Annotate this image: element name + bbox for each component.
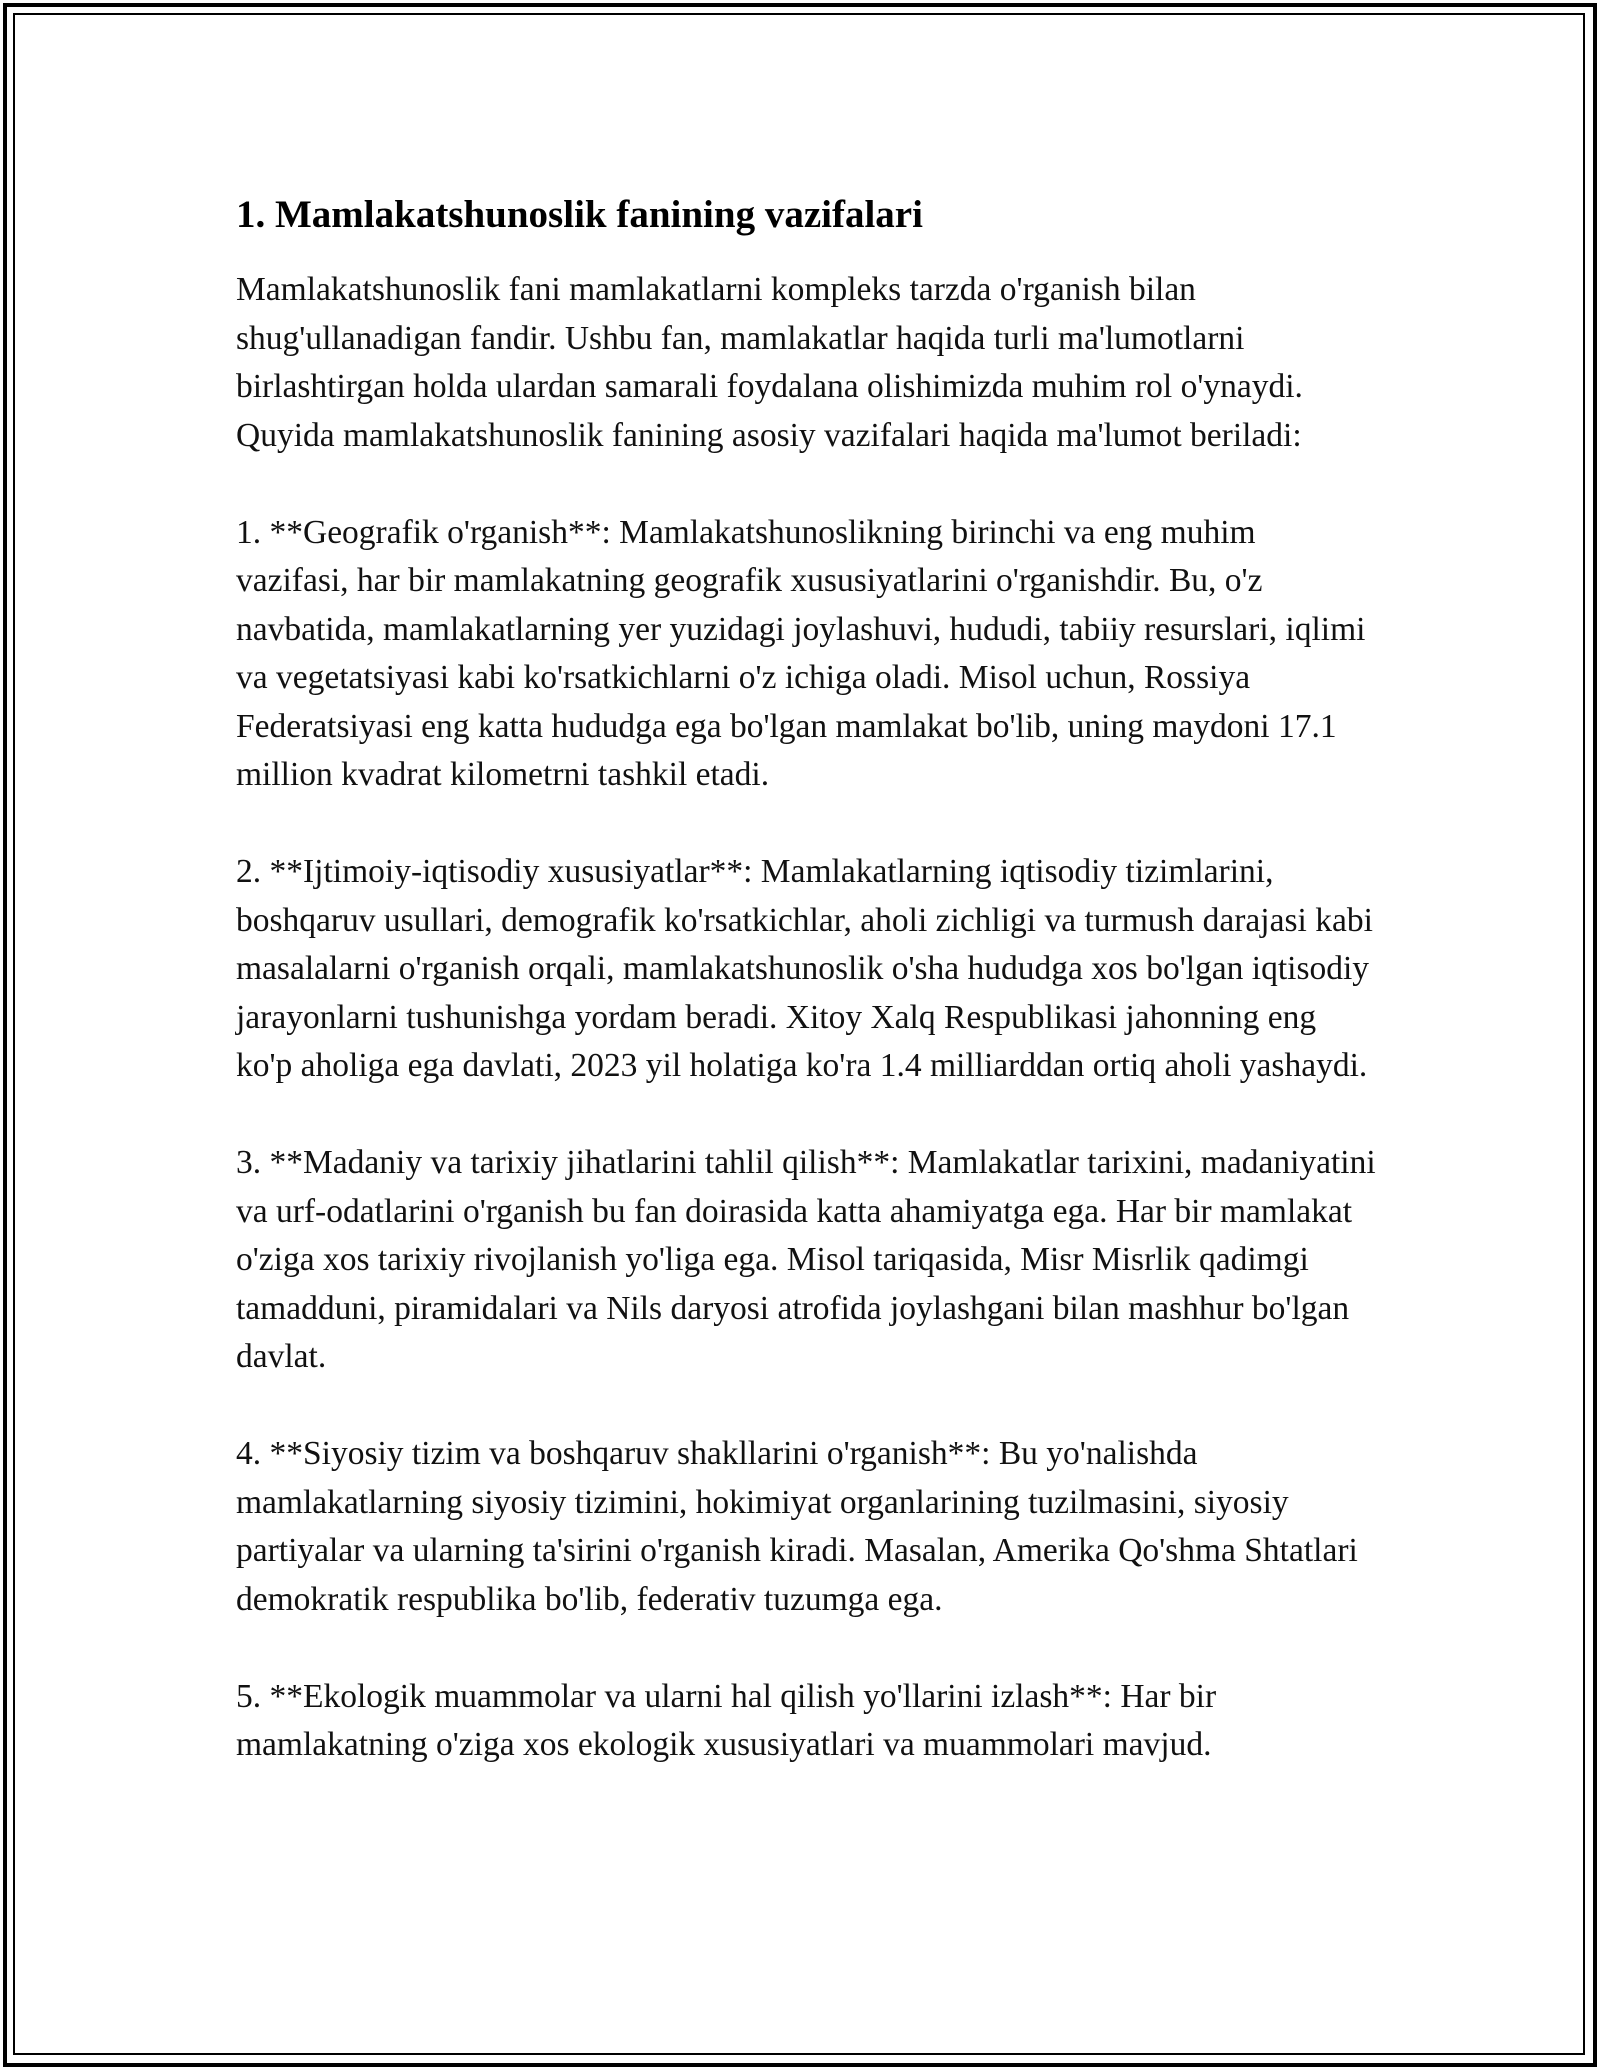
document-body <box>236 186 1376 1770</box>
list-item-cultural-historical: 3. **Madaniy va tarixiy jihatlarini tahlil qilish**: Mamlakatlar tarixini, madaniyatini va urf-odatlarini o'rganish bu fan doirasida katta ahamiyatga ega. Har bir mamlakat o'ziga xos tarixiy rivojlanish yo'liga ega. Misol tariqasida, Misr Misrlik qadimgi tamadduni, piramidalari va Nils daryosi atrofida joylashgani bilan mashhur bo'lgan davlat. <box>236 1144 1376 1375</box>
list-item-political-system: 4. **Siyosiy tizim va boshqaruv shakllarini o'rganish**: Bu yo'nalishda mamlakatlarning siyosiy tizimini, hokimiyat organlarining tuzilmasini, siyosiy partiyalar va ularning ta'sirini o'rganish kiradi. Masalan, Amerika Qo'shma Shtatlari demokratik respublika bo'lib, federativ tuzumga ega. <box>236 1435 1358 1618</box>
paragraph-spacer <box>236 1382 1376 1431</box>
list-item-geography: 1. **Geografik o'rganish**: Mamlakatshunoslikning birinchi va eng muhim vazifasi, har bir mamlakatning geografik xususiyatlarini o'rganishdir. Bu, o'z navbatida, mamlakatlarning yer yuzidagi joylashuvi, hududi, tabiiy resurslari, iqlimi va vegetatsiyasi kabi ko'rsatkichlarni o'z ichiga oladi. Misol uchun, Rossiya Federatsiyasi eng katta hududga ega bo'lgan mamlakat bo'lib, uning maydoni 17.1 million kvadrat kilometrni tashkil etadi. <box>236 513 1366 793</box>
paragraph-spacer <box>236 800 1376 849</box>
paragraph-spacer <box>236 1091 1376 1140</box>
paragraph-spacer <box>236 1624 1376 1673</box>
section-heading: 1. Mamlakatshunoslik fanining vazifalari <box>236 193 923 236</box>
list-item-ecological: 5. **Ekologik muammolar va ularni hal qilish yo'llarini izlash**: Har bir mamlakatning o'ziga xos ekologik xususiyatlari va muammolari mavjud. <box>236 1677 1217 1763</box>
paragraph-spacer <box>236 460 1376 509</box>
list-item-socioeconomic: 2. **Ijtimoiy-iqtisodiy xususiyatlar**: Mamlakatlarning iqtisodiy tizimlarini, boshqaruv usullari, demografik ko'rsatkichlar, aholi zichligi va turmush darajasi kabi masalalarni o'rganish orqali, mamlakatshunoslik o'sha hududga xos bo'lgan iqtisodiy jarayonlarni tushunishga yordam beradi. Xitoy Xalq Respublikasi jahonning eng ko'p aholiga ega davlati, 2023 yil holatiga ko'ra 1.4 milliarddan ortiq aholi yashaydi. <box>236 853 1373 1084</box>
intro-paragraph: Mamlakatshunoslik fani mamlakatlarni kompleks tarzda o'rganish bilan shug'ullanadigan fandir. Ushbu fan, mamlakatlar haqida turli ma'lumotlarni birlashtirgan holda ulardan samarali foydalana olishimizda muhim rol o'ynaydi. Quyida mamlakatshunoslik fanining asosiy vazifalari haqida ma'lumot beriladi: <box>236 271 1303 454</box>
